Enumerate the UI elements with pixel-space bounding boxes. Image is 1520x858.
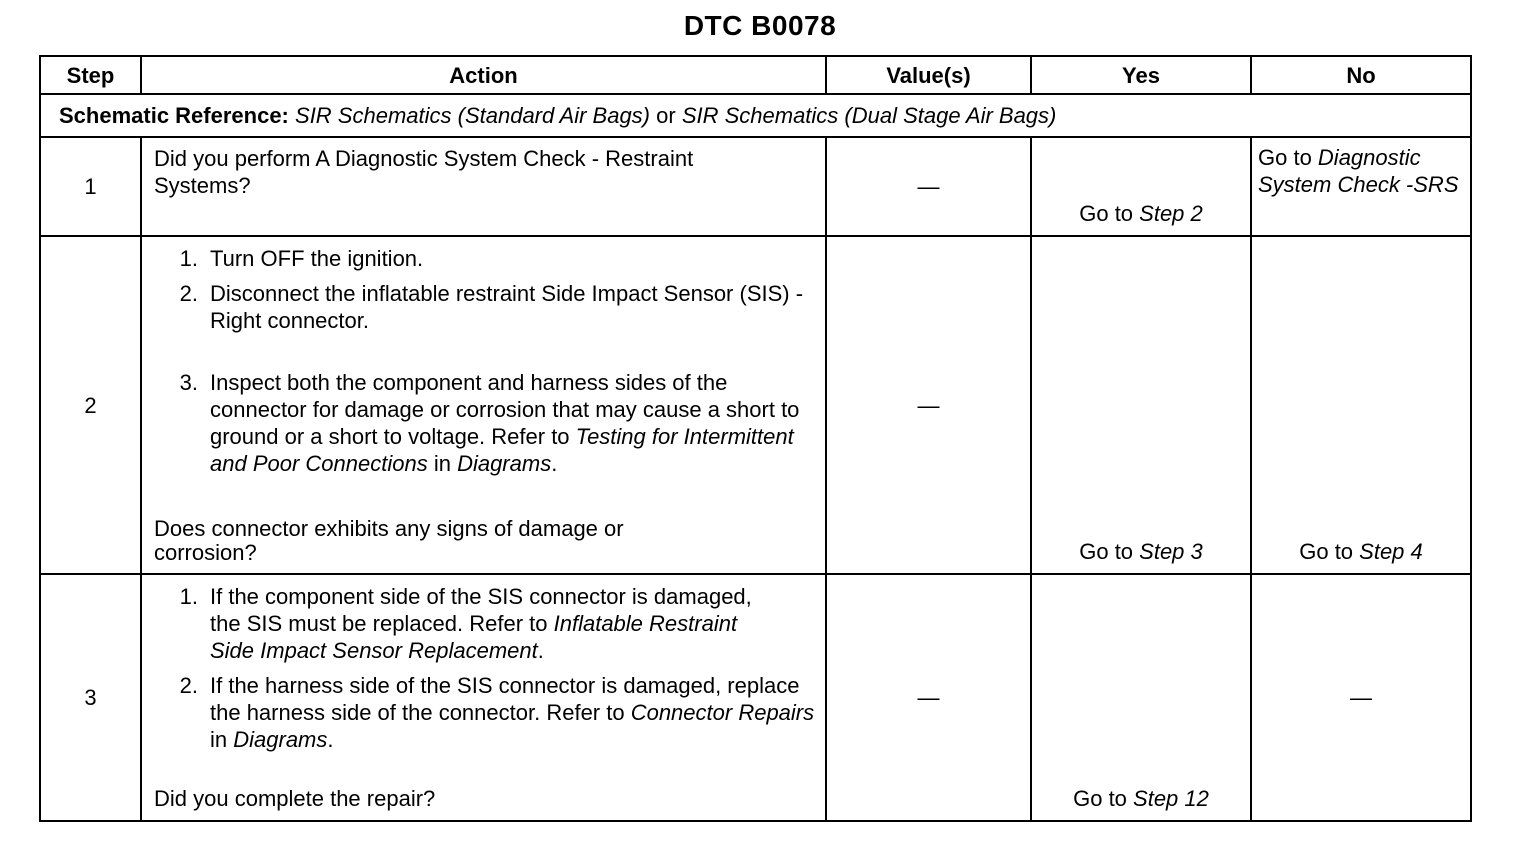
action-cell: [141, 236, 826, 574]
yes-answer: Go to Step 3: [1079, 539, 1203, 564]
header-no: No: [1251, 56, 1471, 94]
action-step: 3. Inspect both the component and harness sides of the connector for damage or corrosion that may cause a short to ground or a short to voltage. Refer to Testing for Intermittent and Poor Connections in Diagrams.: [179, 370, 800, 476]
action-question: Does connector exhibits any signs of damage or corrosion?: [154, 516, 624, 565]
table-row: [40, 236, 1471, 574]
yes-answer: Go to Step 12: [1073, 786, 1209, 811]
schematic-or: or: [650, 103, 682, 128]
yes-cell: [1031, 137, 1251, 236]
header-step: Step: [40, 56, 141, 94]
schematic-ref-standard: SIR Schematics (Standard Air Bags): [295, 103, 651, 128]
header-yes: Yes: [1031, 56, 1251, 94]
header-action: Action: [141, 56, 826, 94]
value-cell: —: [826, 137, 1031, 236]
yes-cell: [1031, 574, 1251, 821]
yes-cell: [1031, 236, 1251, 574]
action-step: 1. Turn OFF the ignition.: [179, 246, 424, 271]
schematic-row: [40, 94, 1471, 137]
action-steps: [142, 575, 825, 753]
schematic-label: Schematic Reference:: [59, 103, 289, 128]
header-row: [40, 56, 1471, 94]
action-step: 2. Disconnect the inflatable restraint Side Impact Sensor (SIS) - Right connector.: [179, 281, 804, 333]
no-answer: Go to Diagnostic System Check -SRS: [1258, 145, 1459, 197]
yes-answer: Go to Step 2: [1079, 201, 1203, 226]
header-values: Value(s): [826, 56, 1031, 94]
diagnostic-table: [39, 55, 1472, 822]
step-number: 2: [40, 236, 141, 574]
value-cell: —: [826, 236, 1031, 574]
action-question: Did you complete the repair?: [154, 786, 436, 811]
schematic-ref-dual-stage: SIR Schematics (Dual Stage Air Bags): [681, 103, 1057, 128]
no-cell: —: [1251, 574, 1471, 821]
schematic-reference: [40, 94, 1471, 137]
action-cell: [141, 137, 826, 236]
action-question: Did you perform A Diagnostic System Check - Restraint Systems?: [154, 146, 694, 198]
no-cell: [1251, 137, 1471, 236]
action-step: 2. If the harness side of the SIS connector is damaged, replace the harness side of the connector. Refer to Connector Repairs in Diagrams.: [179, 673, 815, 752]
no-cell: [1251, 236, 1471, 574]
step-number: 1: [40, 137, 141, 236]
value-cell: —: [826, 574, 1031, 821]
no-answer: Go to Step 4: [1299, 539, 1423, 564]
table-row: [40, 574, 1471, 821]
document-title: DTC B0078: [683, 10, 837, 41]
action-steps: [142, 237, 825, 477]
action-cell: [141, 574, 826, 821]
action-step: 1. If the component side of the SIS connector is damaged, the SIS must be replaced. Refer to Inflatable Restraint Side Impact Sensor Replacement.: [179, 584, 752, 663]
step-number: 3: [40, 574, 141, 821]
table-row: [40, 137, 1471, 236]
